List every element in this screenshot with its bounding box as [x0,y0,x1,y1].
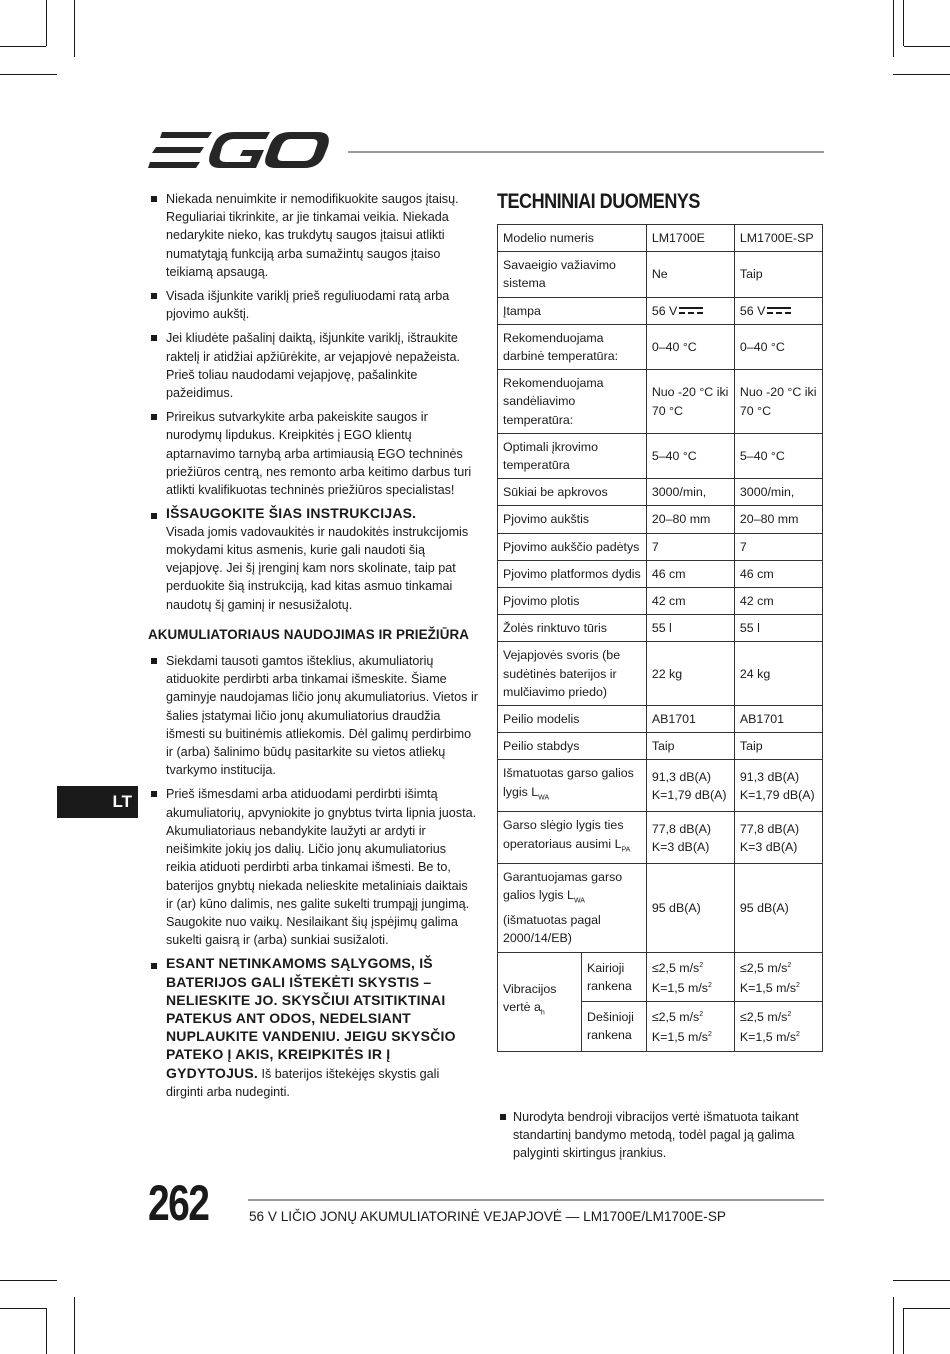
table-cell: Kairioji rankena [582,952,647,1002]
table-cell: Dešinioji rankena [582,1002,647,1052]
table-cell: 91,3 dB(A) K=1,79 dB(A) [734,760,822,812]
table-cell: 20–80 mm [734,506,822,533]
table-cell: ≤2,5 $m/s^2$ K=1,5 $m/s^2$ [646,952,734,1002]
table-cell: 46 cm [646,560,734,587]
list-item: Siekdami tausoti gamtos išteklius, akumuliatorių atiduokite perdirbti arba tinkamai išmeskite. Šiame gaminyje naudojamas ličio jonų akumuliatorius. Vietos ir šalies įstatymai ličio jonų akumuliatorius draudžia išmesti su buitinėmis atliekomis. Dėl galimų perdirbimo ir (arba) šalinimo būdų pasitarkite su vietos atliekų tvarkymo institucija. [148,652,478,779]
crop-mark [0,46,46,47]
warning-caps: ESANT NETINKAMOMS SĄLYGOMS, IŠ BATERIJOS GALI IŠTEKĖTI SKYSTIS – NELIESKITE JO. SKYSČIUI ATSITIKTINAI PATEKUS ANT ODOS, NEDELSIANT NUPLAUKITE VANDENIU. JEIGU SKYSČIO PATEKO Į AKIS, KREIPKITĖS IR Į GYDYTOJUS. [166,955,456,1081]
dc-symbol-icon [767,306,791,316]
table-cell: Išmatuotas garso galios lygis $L_{WA}$ [498,760,647,812]
table-cell: 5–40 °C [646,433,734,478]
crop-mark [46,0,47,46]
table-cell: Taip [734,252,822,297]
crop-mark [74,1297,75,1354]
table-cell: Pjovimo plotis [498,588,647,615]
table-cell: 56 V [646,297,734,324]
table-cell: 55 l [646,615,734,642]
footer-rule [248,1199,824,1201]
table-cell: Modelio numeris [498,225,647,252]
list-item-save-instructions [148,505,478,614]
crop-mark [0,1280,57,1281]
crop-mark [904,1308,950,1309]
crop-mark [46,1308,47,1354]
table-cell: 91,3 dB(A) K=1,79 dB(A) [646,760,734,812]
table-cell: Peilio modelis [498,706,647,733]
table-cell: LM1700E [646,225,734,252]
warning-text: Iš baterijos ištekėjęs skystis gali dirginti arba nudeginti. [166,1066,440,1099]
table-cell: 42 cm [734,588,822,615]
table-row [498,433,823,478]
table-cell: 0–40 °C [734,324,822,369]
safety-list [148,190,478,614]
list-item: Prieš išmesdami arba atiduodami perdirbti išimtą akumuliatorių, apvyniokite jo gnybtus tvirta lipnia juosta. Akumuliatoriaus nebandykite laužyti ar ardyti ir neišimkite jokių jos dalių. Ličio jonų akumuliatorius reikia atiduoti perdirbti arba tinkamai išmesti. Be to, baterijos gnybtų niekada nelieskite metaliniais daiktais ir (ar) kūno dalimis, nes galite sukelti trumpąjį jungimą. Saugokite nuo vaikų. Nesilaikant šių įspėjimų galima sukelti gaisrą ir (arba) sunkiai susižaloti. [148,785,478,949]
table-row [498,706,823,733]
table-cell: Sūkiai be apkrovos [498,479,647,506]
save-text: Visada jomis vadovaukitės ir naudokitės instrukcijomis mokydami kitus asmenis, kurie gali naudoti šią vejapjovę. Jei šį įrenginį kam nors skolinate, taip pat perduokite šią instrukciją, kad kitas asmuo tinkamai naudotų šį gaminį ir nesusižalotų. [166,524,469,612]
crop-mark [0,74,57,75]
table-cell: ≤2,5 $m/s^2$ K=1,5 $m/s^2$ [734,952,822,1002]
table-cell: Optimali įkrovimo temperatūra [498,433,647,478]
table-row [498,642,823,706]
table-cell: Ne [646,252,734,297]
table-row [498,812,823,864]
crop-mark [893,74,950,75]
list-item: Visada išjunkite variklį prieš reguliuodami ratą arba pjovimo aukštį. [148,287,478,323]
vibration-note [497,1108,823,1163]
table-cell: Vejapjovės svoris (be sudėtinės baterijos ir mulčiavimo priedo) [498,642,647,706]
table-cell: 7 [646,533,734,560]
table-cell: Taip [646,733,734,760]
list-item: Jei kliudėte pašalinį daiktą, išjunkite variklį, ištraukite raktelį ir atidžiai apžiūrėkite, ar vejapjovė nepažeista. Prieš toliau naudodami vejapjovę, pašalinkite pažeidimus. [148,329,478,402]
table-cell: 46 cm [734,560,822,587]
table-row [498,588,823,615]
note-text: Nurodyta bendroji vibracijos vertė išmatuota taikant standartinį bandymo metodą, todėl pagal ją galima palyginti skirtingus įrankius. [513,1110,799,1161]
table-cell: Taip [734,733,822,760]
table-row [498,533,823,560]
list-item-warning [148,955,478,1101]
table-cell: Žolės rinktuvo tūris [498,615,647,642]
table-cell: Pjovimo aukščio padėtys [498,533,647,560]
table-cell: Pjovimo aukštis [498,506,647,533]
crop-mark [893,1297,894,1354]
table-cell: Vibracijos vertė $a_h$ [498,952,582,1051]
bullet [500,1114,506,1120]
crop-mark [0,1308,46,1309]
list-item: Niekada nenuimkite ir nemodifikuokite saugos įtaisų. Reguliariai tikrinkite, ar jie tinkamai veikia. Niekada nedarykite nieko, kas trukdytų saugos įtaisui atlikti numatytąją funkciją arba sumažintų saugos įtaiso teikiamą apsaugą. [148,190,478,281]
crop-mark [893,0,894,57]
table-row [498,252,823,297]
crop-mark [903,1308,904,1354]
table-row [498,370,823,434]
table-row [498,479,823,506]
save-heading: IŠSAUGOKITE ŠIAS INSTRUKCIJAS. [166,505,417,522]
table-row [498,760,823,812]
tech-data-title: TECHNINIAI DUOMENYS [497,190,700,213]
table-row [498,324,823,369]
crop-mark [904,46,950,47]
footer-title: 56 V LIČIO JONŲ AKUMULIATORINĖ VEJAPJOVĖ — LM1700E/LM1700E-SP [249,1209,726,1224]
dc-symbol-icon [679,306,703,316]
table-cell: 24 kg [734,642,822,706]
left-column [148,190,478,1107]
table-cell: Rekomenduojama sandėliavimo temperatūra: [498,370,647,434]
table-row [498,225,823,252]
table-row [498,952,823,1002]
table-cell: 5–40 °C [734,433,822,478]
table-row [498,506,823,533]
table-cell: 55 l [734,615,822,642]
language-tab: LT [57,786,138,818]
battery-section-heading: AKUMULIATORIAUS NAUDOJIMAS IR PRIEŽIŪRA [148,626,470,642]
table-cell: 95 dB(A) [646,864,734,952]
table-cell: 7 [734,533,822,560]
table-cell: 42 cm [646,588,734,615]
table-cell: 3000/min, [646,479,734,506]
table-cell: ≤2,5 $m/s^2$ K=1,5 $m/s^2$ [646,1002,734,1052]
table-cell: 56 V [734,297,822,324]
table-row [498,733,823,760]
table-cell: AB1701 [734,706,822,733]
table-cell: Pjovimo platformos dydis [498,560,647,587]
table-cell: Savaeigio važiavimo sistema [498,252,647,297]
table-cell: LM1700E-SP [734,225,822,252]
table-cell: 22 kg [646,642,734,706]
table-cell: 3000/min, [734,479,822,506]
ego-logo [148,128,332,174]
table-cell: Peilio stabdys [498,733,647,760]
table-row [498,297,823,324]
table-row [498,560,823,587]
table-cell: Nuo -20 °C iki 70 °C [734,370,822,434]
table-row [498,864,823,952]
table-cell: 77,8 dB(A) K=3 dB(A) [646,812,734,864]
table-cell: Įtampa [498,297,647,324]
table-cell: 0–40 °C [646,324,734,369]
table-row [498,615,823,642]
table-cell: 20–80 mm [646,506,734,533]
table-cell: Garantuojamas garso galios lygis $L_{WA}$ (išmatuotas pagal 2000/14/EB) [498,864,647,952]
table-cell: Rekomenduojama darbinė temperatūra: [498,324,647,369]
table-cell: 95 dB(A) [734,864,822,952]
battery-list [148,652,478,1101]
crop-mark [893,1280,950,1281]
crop-mark [903,0,904,46]
table-cell: Nuo -20 °C iki 70 °C [646,370,734,434]
table-cell: 77,8 dB(A) K=3 dB(A) [734,812,822,864]
crop-mark [74,0,75,57]
page-number: 262 [148,1175,209,1231]
list-item: Prireikus sutvarkykite arba pakeiskite saugos ir nurodymų lipdukus. Kreipkitės į EGO klientų aptarnavimo tarnybą arba artimiausią EGO techninės priežiūros centrą, nes remonto arba keitimo darbus turi atlikti kvalifikuotas techninės priežiūros specialistas! [148,408,478,499]
table-cell: AB1701 [646,706,734,733]
spec-table [497,224,823,1052]
header-rule [348,151,824,153]
table-cell: Garso slėgio lygis ties operatoriaus ausimi $L_{PA}$ [498,812,647,864]
table-cell: ≤2,5 $m/s^2$ K=1,5 $m/s^2$ [734,1002,822,1052]
